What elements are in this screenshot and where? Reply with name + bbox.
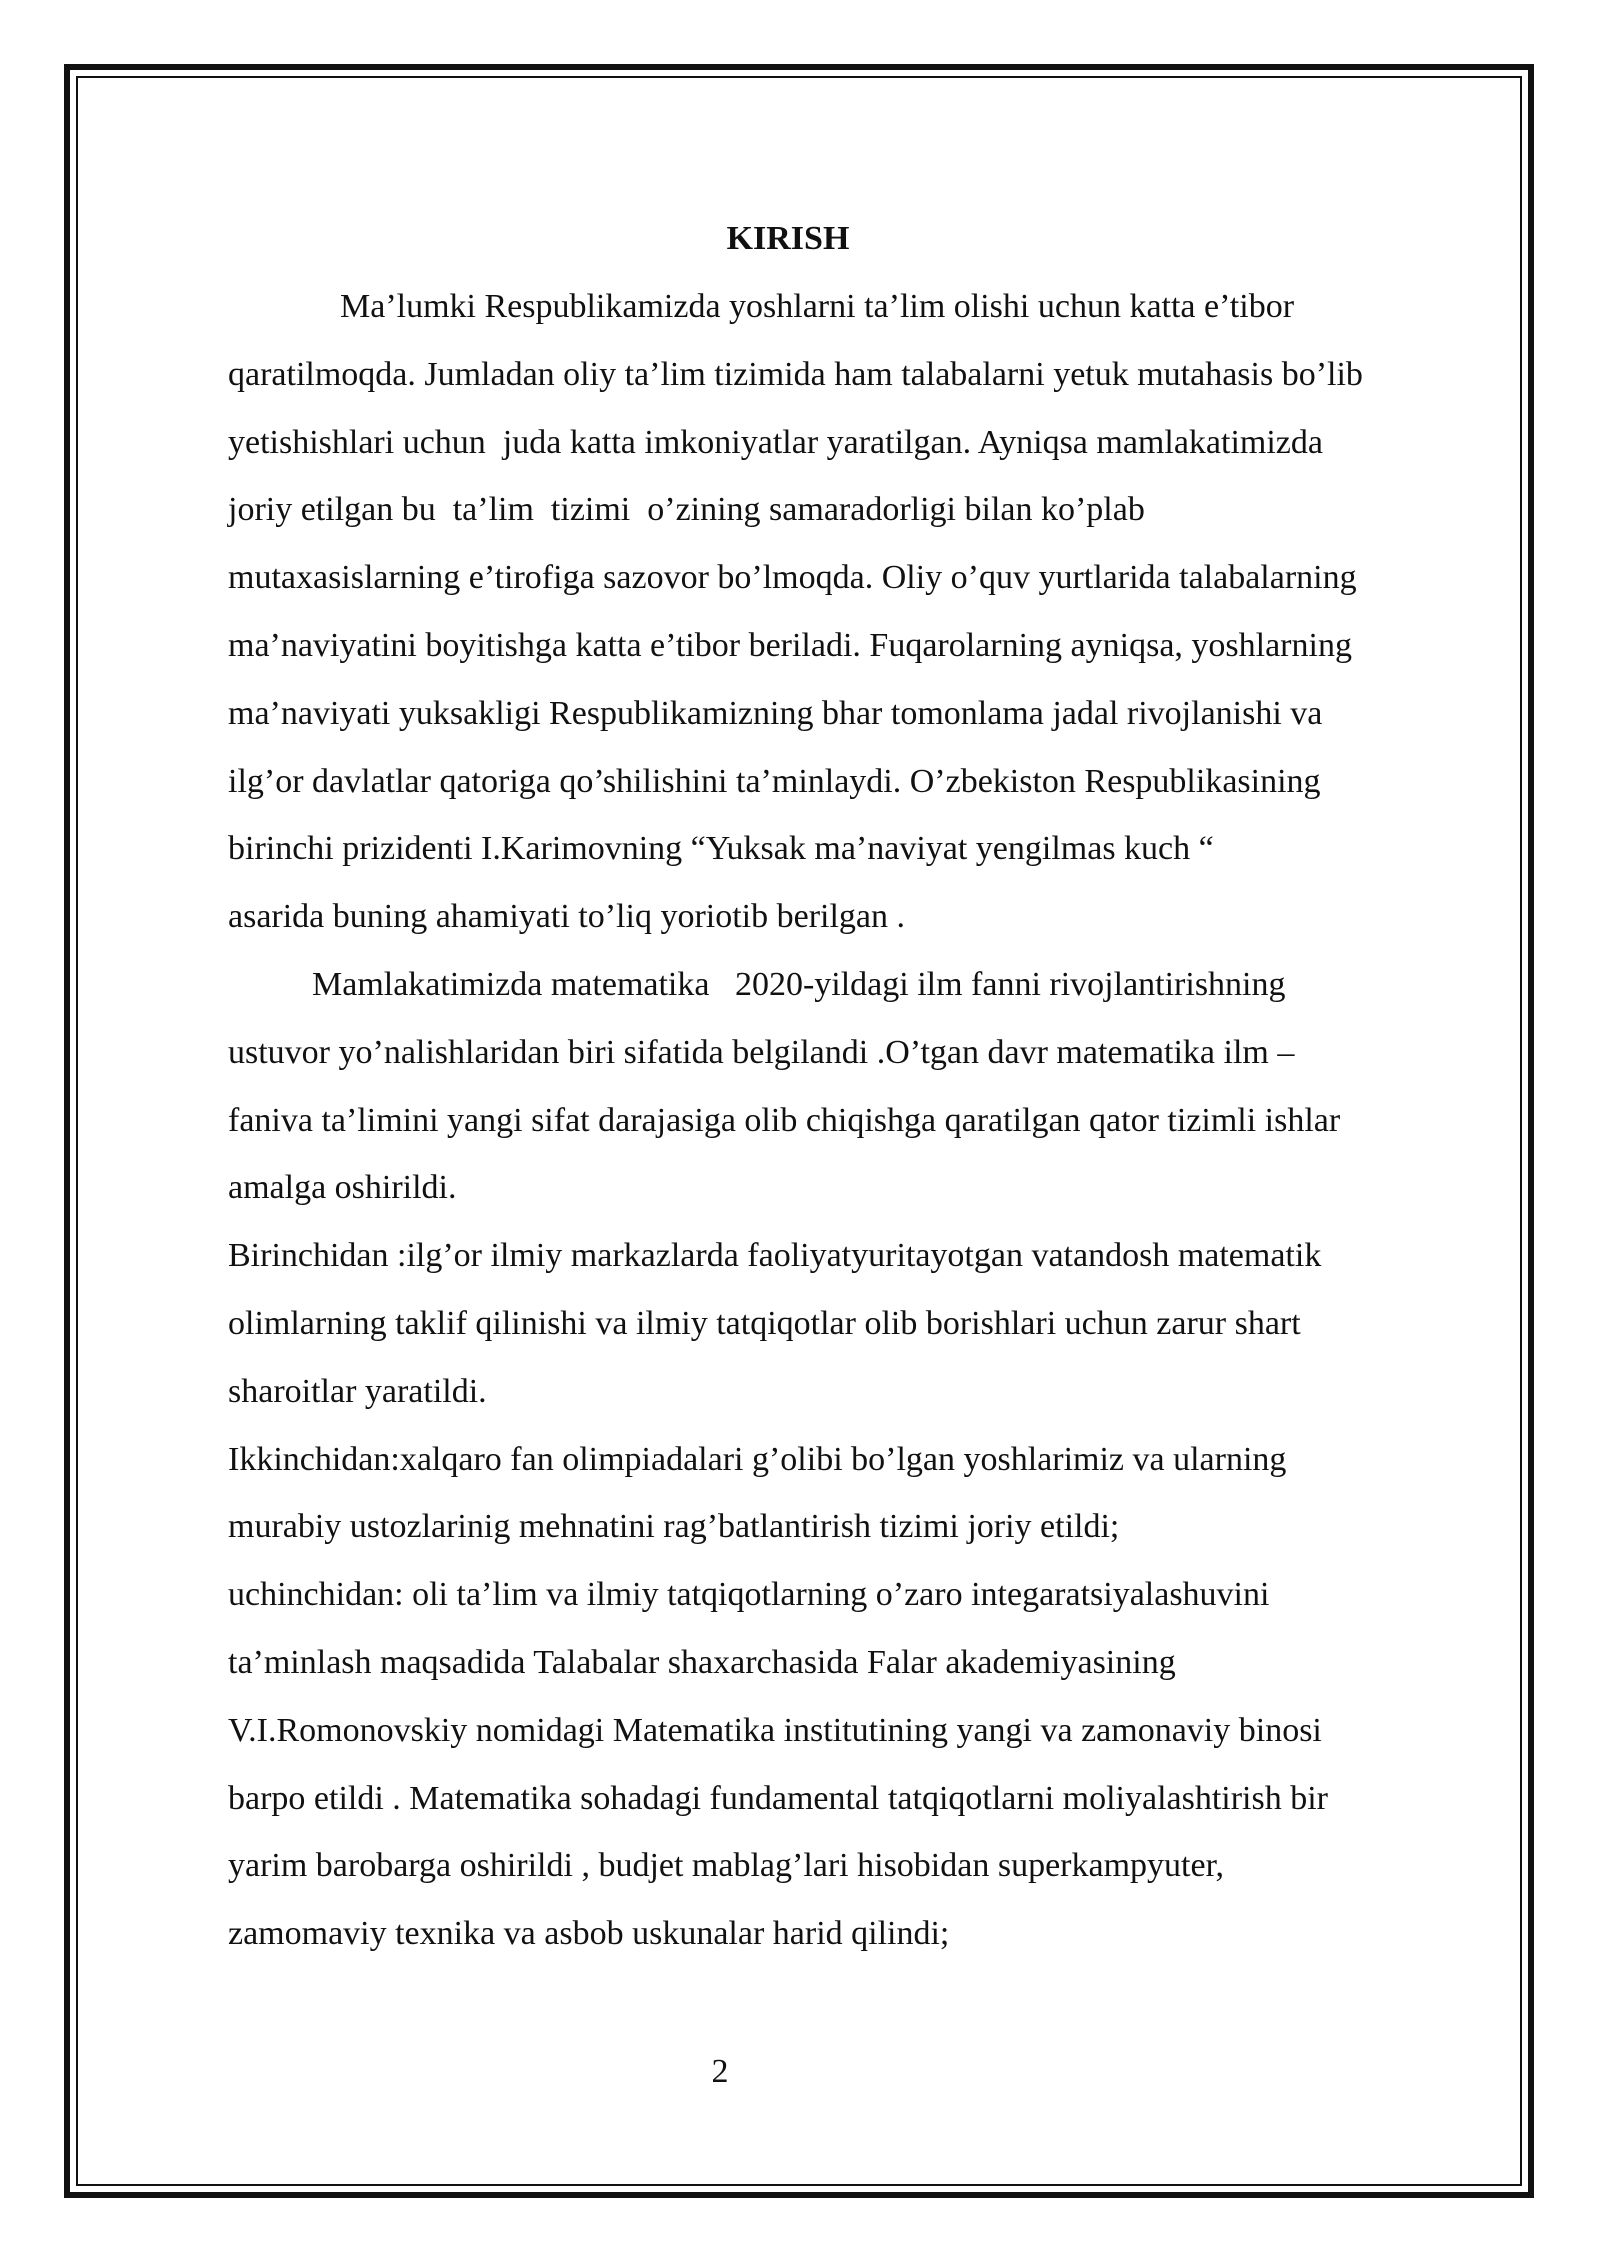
text-line: ustuvor yo’nalishlaridan biri sifatida belgilandi .O’tgan davr matematika ilm – [228,1033,1295,1071]
text-line: yarim barobarga oshirildi , budjet mablag’lari hisobidan superkampyuter, [228,1847,1225,1885]
text-line: faniva ta’limini yangi sifat darajasiga olib chiqishga qaratilgan qator tizimli ishlar [228,1101,1341,1139]
text-line: joriy etilgan bu ta’lim tizimi o’zining samaradorligi bilan ko’plab [228,491,1145,529]
text-line: uchinchidan: oli ta’lim va ilmiy tatqiqotlarning o’zaro integaratsiyalashuvini [228,1576,1270,1614]
document-body [228,205,1500,1968]
document-title: KIRISH [726,220,850,257]
text-line: olimlarning taklif qilinishi va ilmiy tatqiqotlar olib borishlari uchun zarur shart [228,1304,1301,1342]
text-line: Ikkinchidan:xalqaro fan olimpiadalari g’olibi bo’lgan yoshlarimiz va ularning [228,1440,1287,1478]
text-line: ilg’or davlatlar qatoriga qo’shilishini ta’minlaydi. O’zbekiston Respublikasining [228,762,1321,800]
text-line: amalga oshirildi. [228,1169,457,1207]
text-line: Mamlakatimizda matematika 2020-yildagi ilm fanni rivojlantirishning [312,965,1286,1003]
text-line: asarida buning ahamiyati to’liq yoriotib berilgan . [228,898,905,936]
text-line: V.I.Romonovskiy nomidagi Matematika institutining yangi va zamonaviy binosi [228,1711,1322,1749]
text-line: yetishishlari uchun juda katta imkoniyatlar yaratilgan. Ayniqsa mamlakatimizda [228,423,1323,461]
page-number: 2 [711,2053,729,2090]
text-line: murabiy ustozlarinig mehnatini rag’batlantirish tizimi joriy etildi; [228,1508,1120,1546]
text-line: birinchi prizidenti I.Karimovning “Yuksak ma’naviyat yengilmas kuch “ [228,830,1214,868]
text-line: Ma’lumki Respublikamizda yoshlarni ta’lim olishi uchun katta e’tibor [340,288,1295,325]
text-line: zamomaviy texnika va asbob uskunalar harid qilindi; [228,1915,950,1953]
text-line: qaratilmoqda. Jumladan oliy ta’lim tizimida ham talabalarni yetuk mutahasis bo’lib [228,355,1363,393]
text-line: ta’minlash maqsadida Talabalar shaxarchasida Falar akademiyasining [228,1643,1176,1681]
text-line: ma’naviyati yuksakligi Respublikamizning bhar tomonlama jadal rivojlanishi va [228,694,1323,732]
text-line: barpo etildi . Matematika sohadagi fundamental tatqiqotlarni moliyalashtirish bir [228,1779,1329,1817]
text-line: mutaxasislarning e’tirofiga sazovor bo’lmoqda. Oliy o’quv yurtlarida talabalarning [228,559,1357,597]
text-line: ma’naviyatini boyitishga katta e’tibor beriladi. Fuqarolarning ayniqsa, yoshlarning [228,626,1352,664]
text-line: sharoitlar yaratildi. [228,1372,487,1410]
text-line: Birinchidan :ilg’or ilmiy markazlarda faoliyatyuritayotgan vatandosh matematik [228,1237,1322,1275]
